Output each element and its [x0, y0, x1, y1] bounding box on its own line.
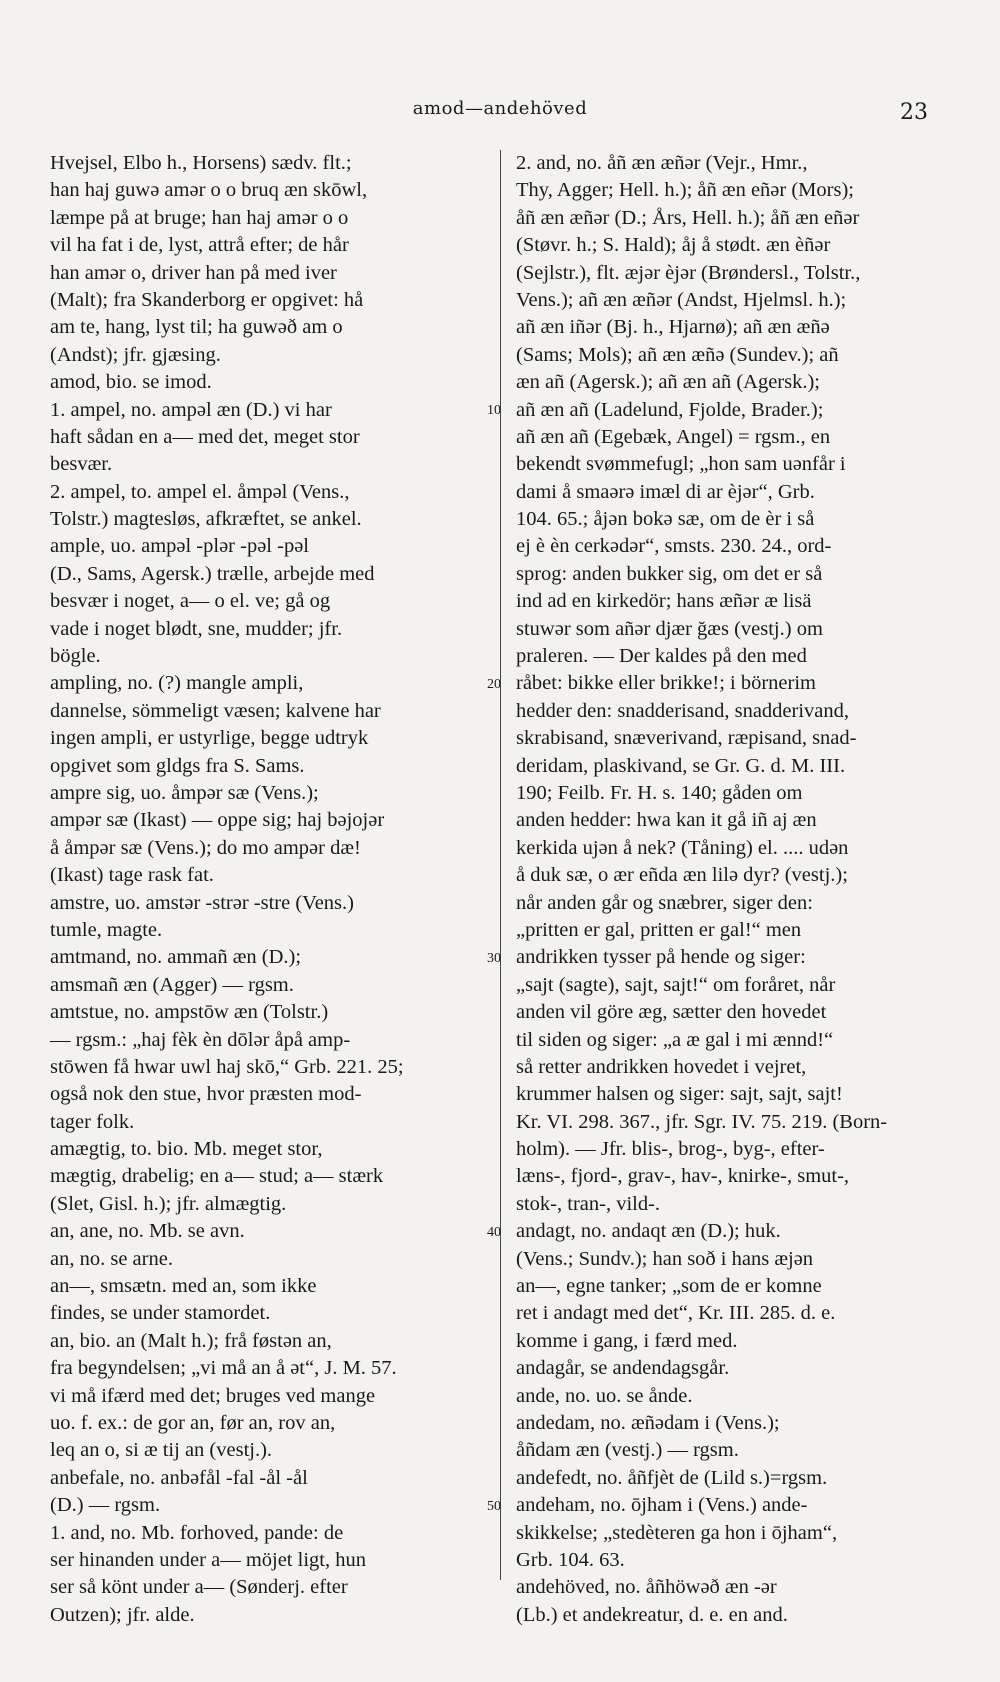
- text-line: vade i noget blødt, sne, mudder; jfr.: [50, 617, 343, 640]
- text-line: „sajt (sagte), sajt, sajt!“ om foråret, når: [516, 973, 836, 996]
- text-line: Hvejsel, Elbo h., Horsens) sædv. flt.;: [50, 152, 352, 174]
- text-line: råbet: bikke eller brikke!; i börnerim: [516, 672, 816, 695]
- text-line: til siden og siger: „a æ gal i mi ænnd!“: [516, 1028, 834, 1051]
- line-number: 30: [487, 950, 501, 966]
- text-line: bögle.: [50, 645, 101, 668]
- text-line: anden hedder: hwa kan it gå iñ aj æn: [516, 809, 817, 832]
- text-line: deridam, plaskivand, se Gr. G. d. M. III.: [516, 754, 846, 777]
- right-column: [516, 150, 950, 1629]
- text-line: andefedt, no. åñfjèt de (Lild s.)=rgsm.: [516, 1466, 828, 1489]
- text-line: findes, se under stamordet.: [50, 1302, 271, 1325]
- text-line: stōwen få hwar uwl haj skō,“ Grb. 221. 25;: [50, 1055, 404, 1078]
- text-line: han haj guwə amər o o bruq æn skōwl,: [50, 179, 368, 202]
- text-line: fra begyndelsen; „vi må an å ət“, J. M. 57.: [50, 1357, 397, 1380]
- text-line: krummer halsen og siger: sajt, sajt, sajt!: [516, 1083, 843, 1106]
- text-line: vi må ifærd med det; bruges ved mange: [50, 1384, 376, 1407]
- text-line: amtstue, no. ampstōw æn (Tolstr.): [50, 1001, 329, 1024]
- text-line: añ æn iñər (Bj. h., Hjarnø); añ æn æñə: [516, 316, 830, 339]
- running-head: amod—andehöved: [412, 98, 588, 119]
- text-line: når anden går og snæbrer, siger den:: [516, 891, 813, 914]
- text-line: ser så könt under a— (Sønderj. efter: [50, 1576, 348, 1599]
- text-line: stok-, tran-, vild-.: [516, 1192, 661, 1215]
- text-line: komme i gang, i færd med.: [516, 1329, 738, 1352]
- text-line: ande, no. uo. se ånde.: [516, 1384, 693, 1407]
- text-line: leq an o, si æ tij an (vestj.).: [50, 1439, 273, 1462]
- text-line: tager folk.: [50, 1110, 135, 1133]
- text-line: amstre, uo. amstər -strər -stre (Vens.): [50, 891, 354, 914]
- text-line: besvær i noget, a— o el. ve; gå og: [50, 590, 331, 613]
- text-line: amægtig, to. bio. Mb. meget stor,: [50, 1138, 323, 1161]
- text-line: æn añ (Agersk.); añ æn añ (Agersk.);: [516, 371, 821, 394]
- text-line: ser hinanden under a— möjet ligt, hun: [50, 1548, 366, 1571]
- text-line: an, no. se arne.: [50, 1247, 173, 1270]
- text-line: ampər sæ (Ikast) — oppe sig; haj bəjojər: [50, 809, 385, 832]
- text-line: dannelse, sömmeligt væsen; kalvene har: [50, 699, 381, 722]
- text-line: Grb. 104. 63.: [516, 1548, 625, 1571]
- text-line: ingen ampli, er ustyrlige, begge udtryk: [50, 727, 369, 750]
- text-line: besvær.: [50, 453, 113, 476]
- text-line: andedam, no. æñədam i (Vens.);: [516, 1411, 780, 1434]
- text-line: an, bio. an (Malt h.); frå føstən an,: [50, 1329, 332, 1352]
- text-line: åñdam æn (vestj.) — rgsm.: [516, 1439, 739, 1462]
- text-line: skrabisand, snæverivand, ræpisand, snad-: [516, 727, 857, 750]
- text-line: anbefale, no. anbəfål -fal -ål -ål: [50, 1466, 308, 1489]
- text-line: ej è èn cerkədər“, smsts. 230. 24., ord-: [516, 535, 832, 558]
- text-line: han amər o, driver han på med iver: [50, 261, 337, 284]
- text-line: hedder den: snadderisand, snadderivand,: [516, 699, 850, 722]
- line-number: 20: [487, 676, 501, 692]
- text-line: (Malt); fra Skanderborg er opgivet: hå: [50, 288, 364, 311]
- text-line: skikkelse; „stedèteren ga hon i ōjham“,: [516, 1521, 838, 1544]
- text-line: (Sejlstr.), flt. æjər èjər (Brøndersl., Tolstr.,: [516, 261, 861, 284]
- text-line: sprog: anden bukker sig, om det er så: [516, 562, 823, 585]
- text-line: ret i andagt med det“, Kr. III. 285. d. e.: [516, 1302, 836, 1325]
- text-line: uo. f. ex.: de gor an, før an, rov an,: [50, 1411, 336, 1434]
- text-line: (D., Sams, Agersk.) trælle, arbejde med: [50, 562, 375, 585]
- text-line: dami å smaərə imæl di ar èjər“, Grb.: [516, 480, 815, 503]
- text-line: åñ æn æñər (D.; Års, Hell. h.); åñ æn eñər: [516, 206, 860, 229]
- text-line: ample, uo. ampəl -plər -pəl -pəl: [50, 535, 309, 558]
- text-line: an, ane, no. Mb. se avn.: [50, 1220, 245, 1243]
- column-divider: [500, 150, 501, 1580]
- text-line: å duk sæ, o ær eñda æn lilə dyr? (vestj.);: [516, 864, 848, 887]
- page-number: 23: [900, 100, 928, 125]
- text-line: Tolstr.) magtesløs, afkræftet, se ankel.: [50, 508, 362, 531]
- text-line: Thy, Agger; Hell. h.); åñ æn eñər (Mors);: [516, 179, 854, 202]
- text-line: ampling, no. (?) mangle ampli,: [50, 672, 304, 695]
- text-line: 2. and, no. åñ æn æñər (Vejr., Hmr.,: [516, 152, 808, 174]
- text-line: „pritten er gal, pritten er gal!“ men: [516, 918, 802, 941]
- text-line: amod, bio. se imod.: [50, 371, 212, 394]
- text-line: añ æn añ (Ladelund, Fjolde, Brader.);: [516, 398, 824, 421]
- text-line: Vens.); añ æn æñər (Andst, Hjelmsl. h.);: [516, 288, 847, 311]
- text-line: andeham, no. ōjham i (Vens.) ande-: [516, 1494, 808, 1517]
- text-line: så retter andrikken hovedet i vejret,: [516, 1055, 807, 1078]
- text-line: an—, egne tanker; „som de er komne: [516, 1275, 822, 1298]
- text-line: 2. ampel, to. ampel el. åmpəl (Vens.,: [50, 480, 350, 503]
- text-line: mægtig, drabelig; en a— stud; a— stærk: [50, 1165, 384, 1188]
- text-line: også nok den stue, hvor præsten mod-: [50, 1083, 362, 1106]
- text-line: am te, hang, lyst til; ha guwəð am o: [50, 316, 343, 339]
- text-line: amsmañ æn (Agger) — rgsm.: [50, 973, 294, 996]
- text-line: 1. ampel, no. ampəl æn (D.) vi har: [50, 398, 332, 421]
- line-number: 50: [487, 1498, 501, 1514]
- text-line: stuwər som añər djær ğæs (vestj.) om: [516, 617, 823, 640]
- text-line: (Ikast) tage rask fat.: [50, 864, 214, 887]
- text-line: praleren. — Der kaldes på den med: [516, 645, 807, 668]
- text-line: — rgsm.: „haj fèk èn dōlər åpå amp-: [50, 1028, 351, 1051]
- text-line: 1. and, no. Mb. forhoved, pande: de: [50, 1521, 344, 1544]
- text-line: Kr. VI. 298. 367., jfr. Sgr. IV. 75. 219. (Born-: [516, 1110, 888, 1133]
- text-line: (Sams; Mols); añ æn æñə (Sundev.); añ: [516, 343, 839, 366]
- left-column: [50, 150, 484, 1629]
- text-line: (Vens.; Sundv.); han soð i hans æjən: [516, 1247, 814, 1270]
- text-line: kerkida ujən å nek? (Tåning) el. .... udən: [516, 836, 849, 859]
- text-line: anden vil göre æg, sætter den hovedet: [516, 1001, 827, 1024]
- text-line: (D.) — rgsm.: [50, 1494, 161, 1517]
- text-line: (Støvr. h.; S. Hald); åj å stødt. æn èñər: [516, 234, 831, 257]
- text-line: tumle, magte.: [50, 918, 163, 941]
- text-line: holm). — Jfr. blis-, brog-, byg-, efter-: [516, 1138, 825, 1161]
- text-line: añ æn añ (Egebæk, Angel) = rgsm., en: [516, 425, 831, 448]
- text-line: an—, smsætn. med an, som ikke: [50, 1275, 317, 1298]
- text-line: ampre sig, uo. åmpər sæ (Vens.);: [50, 781, 319, 804]
- line-number: 40: [487, 1224, 501, 1240]
- text-line: amtmand, no. ammañ æn (D.);: [50, 946, 302, 969]
- text-line: bekendt svømmefugl; „hon sam uənfår i: [516, 453, 846, 476]
- line-number: 10: [487, 402, 501, 418]
- text-line: haft sådan en a— med det, meget stor: [50, 425, 360, 448]
- text-line: andehöved, no. åñhöwəð æn -ər: [516, 1576, 777, 1599]
- text-line: (Andst); jfr. gjæsing.: [50, 343, 221, 366]
- text-line: ind ad en kirkedör; hans æñər æ lisä: [516, 590, 812, 613]
- text-line: vil ha fat i de, lyst, attrå efter; de hår: [50, 234, 349, 257]
- text-line: Outzen); jfr. alde.: [50, 1603, 195, 1626]
- text-line: (Slet, Gisl. h.); jfr. almægtig.: [50, 1192, 287, 1215]
- text-line: 190; Feilb. Fr. H. s. 140; gåden om: [516, 781, 803, 804]
- text-line: andagår, se andendagsgår.: [516, 1357, 730, 1380]
- text-line: andrikken tysser på hende og siger:: [516, 946, 806, 969]
- text-line: læns-, fjord-, grav-, hav-, knirke-, smut-,: [516, 1165, 850, 1188]
- text-line: å åmpər sæ (Vens.); do mo ampər dæ!: [50, 836, 361, 859]
- text-line: læmpe på at bruge; han haj amər o o: [50, 206, 349, 229]
- text-line: 104. 65.; åjən bokə sæ, om de èr i så: [516, 508, 815, 531]
- text-line: (Lb.) et andekreatur, d. e. en and.: [516, 1603, 788, 1626]
- text-line: andagt, no. andaqt æn (D.); huk.: [516, 1220, 781, 1243]
- text-line: opgivet som gldgs fra S. Sams.: [50, 754, 305, 777]
